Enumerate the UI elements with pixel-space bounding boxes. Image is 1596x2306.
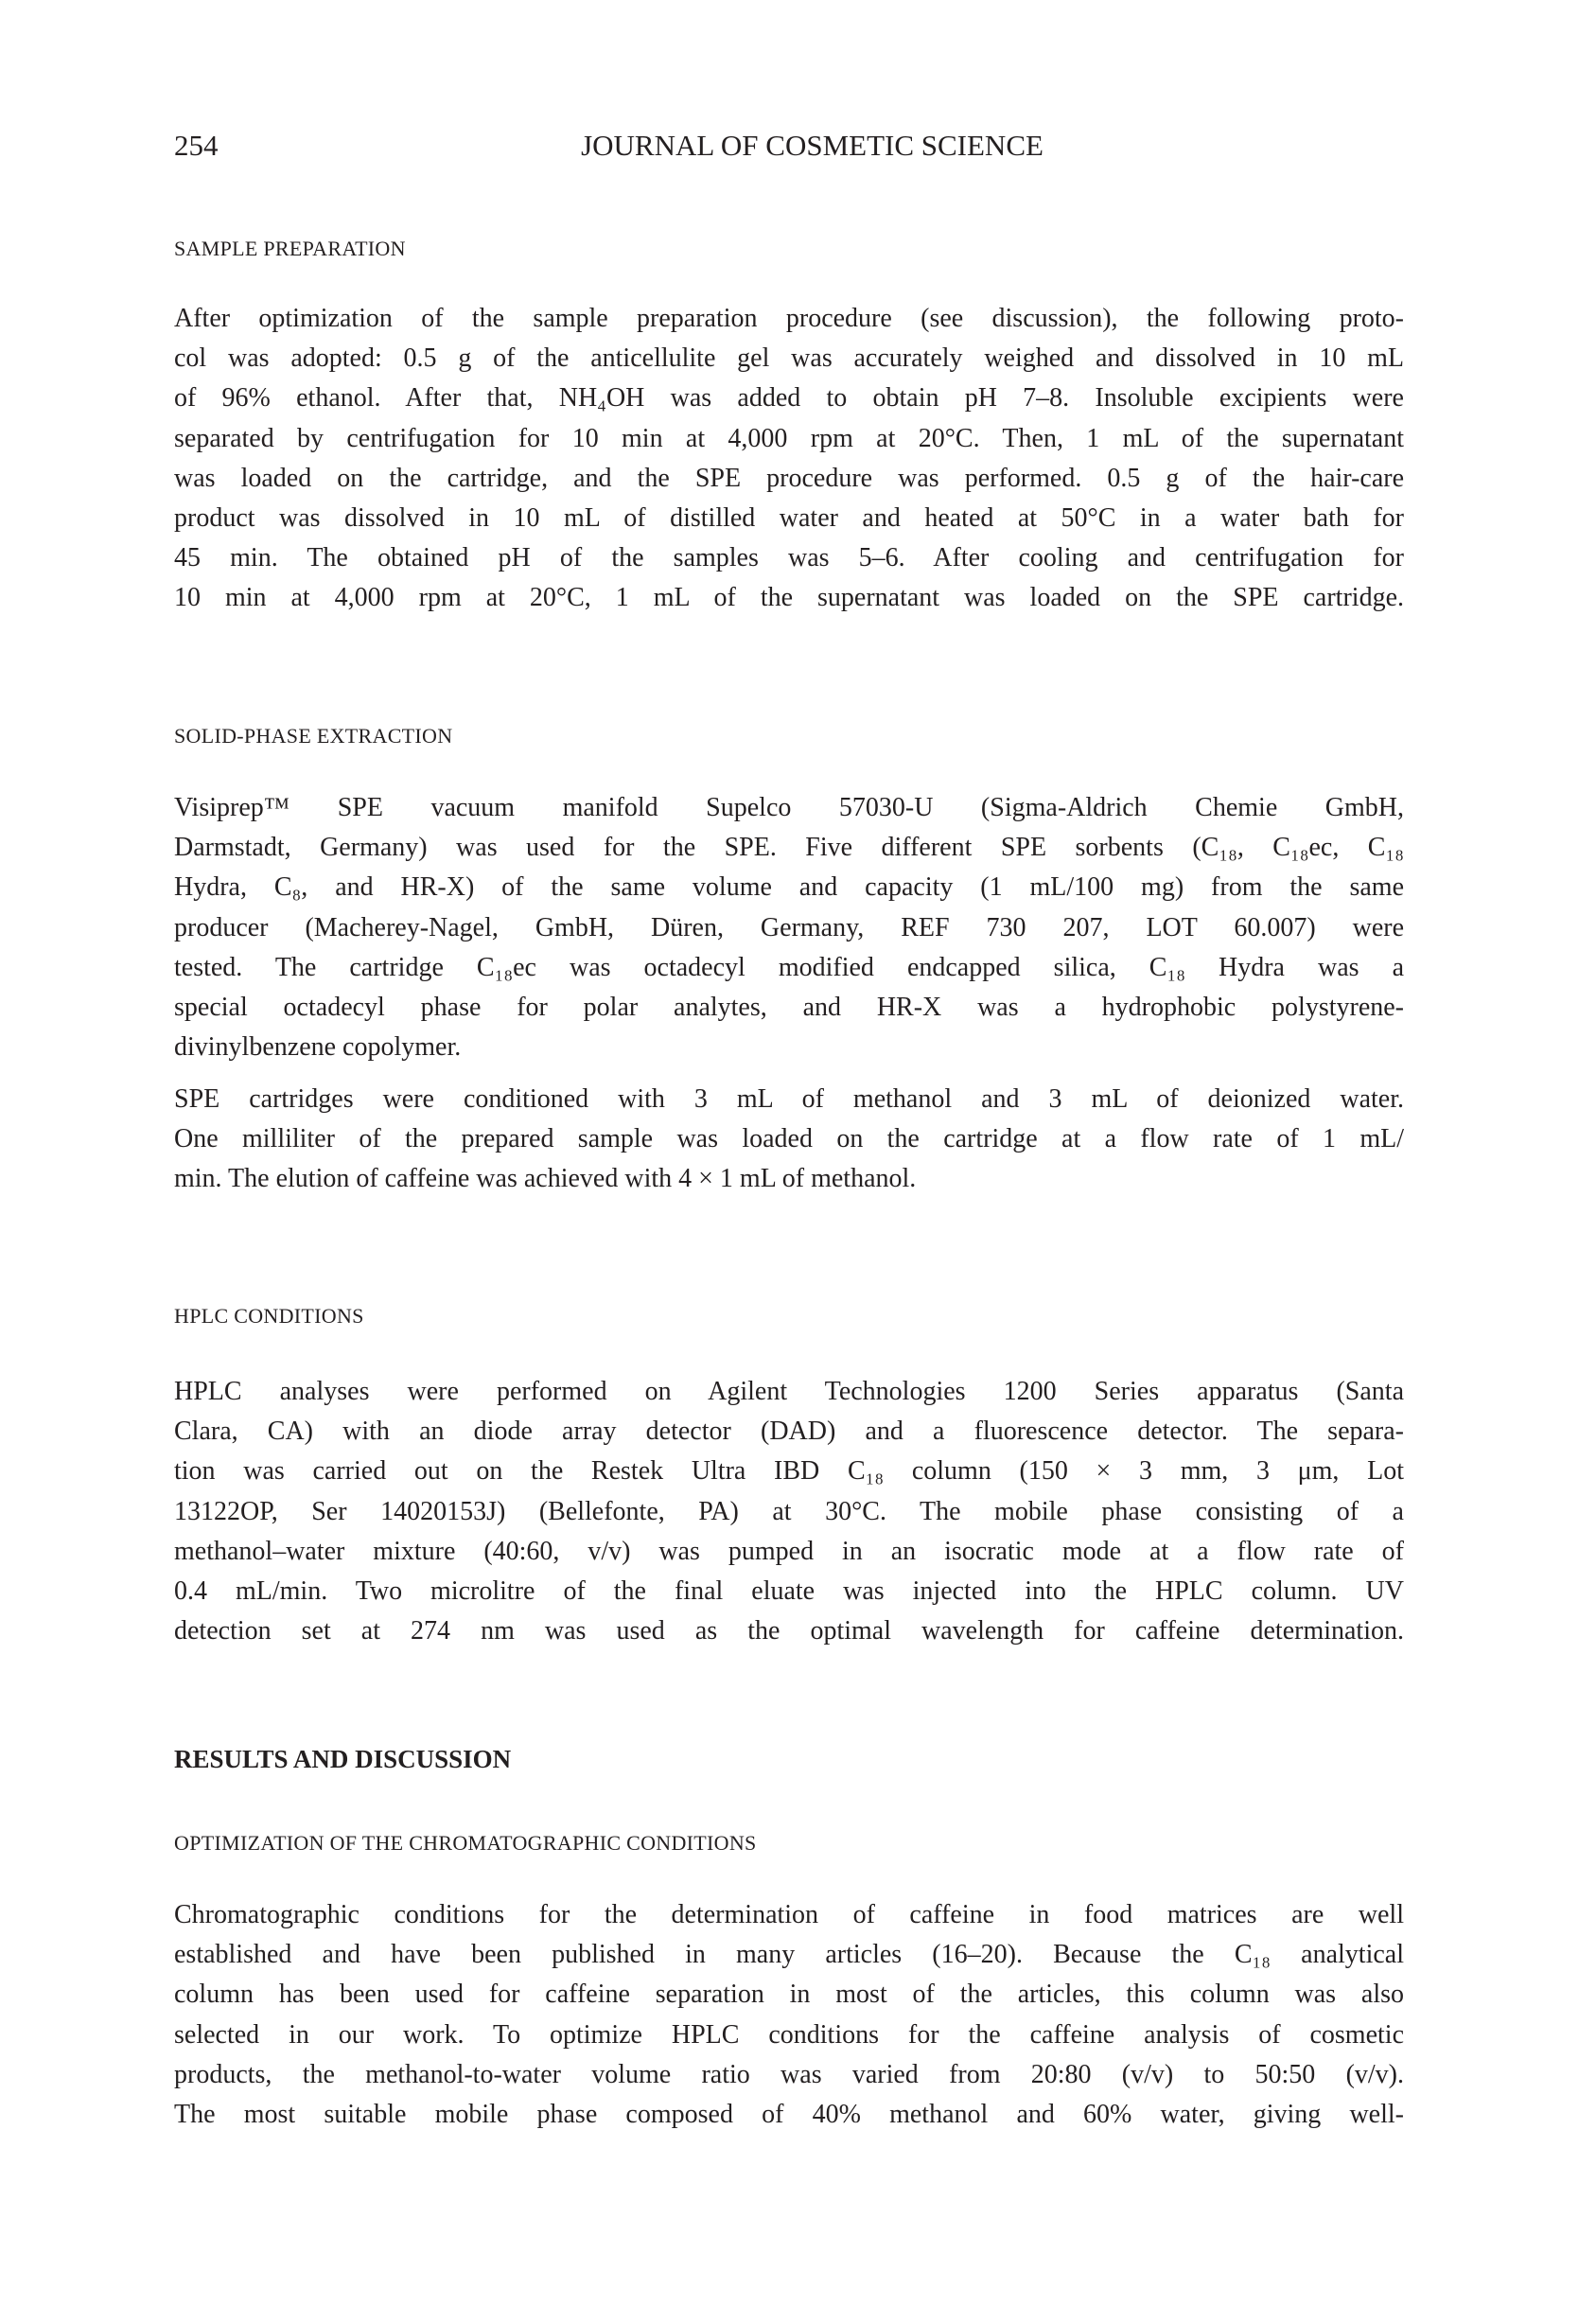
text-line: special octadecyl phase for polar analytes, and HR-X was a hydrophobic polystyrene-	[174, 992, 1404, 1022]
paragraph	[174, 299, 1404, 619]
text-line: SPE cartridges were conditioned with 3 mL of methanol and 3 mL of deionized water.	[174, 1084, 1404, 1114]
text-line: 13122OP, Ser 14020153J) (Bellefonte, PA) at 30°C. The mobile phase consisting of a	[174, 1496, 1404, 1526]
section-heading: SAMPLE PREPARATION	[174, 237, 406, 260]
text-line: detection set at 274 nm was used as the optimal wavelength for caffeine determination.	[174, 1616, 1404, 1646]
paragraph	[174, 1080, 1404, 1200]
text-line: Clara, CA) with an diode array detector (DAD) and a fluorescence detector. The separa-	[174, 1417, 1404, 1447]
section-heading: HPLC CONDITIONS	[174, 1304, 364, 1328]
text-line: column has been used for caffeine separation in most of the articles, this column was also	[174, 1980, 1404, 2010]
text-line: 0.4 mL/min. Two microlitre of the final eluate was injected into the HPLC column. UV	[174, 1575, 1404, 1606]
text-line: Hydra, C₈, and HR-X) of the same volume and capacity (1 mL/100 mg) from the same	[174, 872, 1404, 903]
text-line: selected in our work. To optimize HPLC conditions for the caffeine analysis of cosmetic	[174, 2019, 1404, 2050]
text-line: separated by centrifugation for 10 min at 4,000 rpm at 20°C. Then, 1 mL of the supernatant	[174, 423, 1404, 453]
section-heading: OPTIMIZATION OF THE CHROMATOGRAPHIC CONDITIONS	[174, 1831, 757, 1855]
text-line: producer (Macherey-Nagel, GmbH, Düren, Germany, REF 730 207, LOT 60.007) were	[174, 912, 1404, 942]
text-line: Chromatographic conditions for the determination of caffeine in food matrices are well	[174, 1900, 1404, 1929]
paragraph	[174, 1895, 1404, 2135]
text-line: Visiprep™ SPE vacuum manifold Supelco 57030-U (Sigma-Aldrich Chemie GmbH,	[174, 793, 1404, 822]
main-heading: RESULTS AND DISCUSSION	[174, 1745, 512, 1773]
text-line: tested. The cartridge C₁₈ec was octadecyl modified endcapped silica, C₁₈ Hydra was a	[174, 952, 1404, 982]
text-line: established and have been published in many articles (16–20). Because the C₁₈ analytical	[174, 1940, 1404, 1970]
text-line: methanol–water mixture (40:60, v/v) was pumped in an isocratic mode at a flow rate of	[174, 1536, 1404, 1566]
running-header: JOURNAL OF COSMETIC SCIENCE	[581, 129, 1044, 162]
text-line: products, the methanol-to-water volume ratio was varied from 20:80 (v/v) to 50:50 (v/v).	[174, 2059, 1404, 2089]
text-line: 10 min at 4,000 rpm at 20°C, 1 mL of the supernatant was loaded on the SPE cartridge.	[174, 583, 1404, 613]
text-line: of 96% ethanol. After that, NH₄OH was added to obtain pH 7–8. Insoluble excipients were	[174, 383, 1404, 414]
text-line: col was adopted: 0.5 g of the anticellulite gel was accurately weighed and dissolved in 10 mL	[174, 343, 1404, 374]
text-line: Darmstadt, Germany) was used for the SPE. Five different SPE sorbents (C₁₈, C₁₈ec, C₁₈	[174, 833, 1404, 863]
text-line: One milliliter of the prepared sample was loaded on the cartridge at a flow rate of 1 mL/	[174, 1124, 1404, 1154]
page-number: 254	[174, 129, 219, 162]
text-line: tion was carried out on the Restek Ultra IBD C₁₈ column (150 × 3 mm, 3 μm, Lot	[174, 1456, 1404, 1487]
section-heading: SOLID-PHASE EXTRACTION	[174, 724, 453, 748]
paragraph	[174, 1372, 1404, 1651]
text-line: After optimization of the sample preparation procedure (see discussion), the following proto-	[174, 304, 1404, 333]
text-line: min. The elution of caffeine was achieved with 4 × 1 mL of methanol.	[174, 1164, 917, 1194]
text-line: product was dissolved in 10 mL of distilled water and heated at 50°C in a water bath for	[174, 502, 1404, 533]
text-line: 45 min. The obtained pH of the samples was 5–6. After cooling and centrifugation for	[174, 543, 1404, 573]
paragraph	[174, 788, 1404, 1067]
text-line: HPLC analyses were performed on Agilent Technologies 1200 Series apparatus (Santa	[174, 1377, 1404, 1406]
text-line: was loaded on the cartridge, and the SPE procedure was performed. 0.5 g of the hair-care	[174, 463, 1404, 493]
text-line: divinylbenzene copolymer.	[174, 1032, 462, 1063]
text-line: The most suitable mobile phase composed of 40% methanol and 60% water, giving well-	[174, 2099, 1404, 2129]
